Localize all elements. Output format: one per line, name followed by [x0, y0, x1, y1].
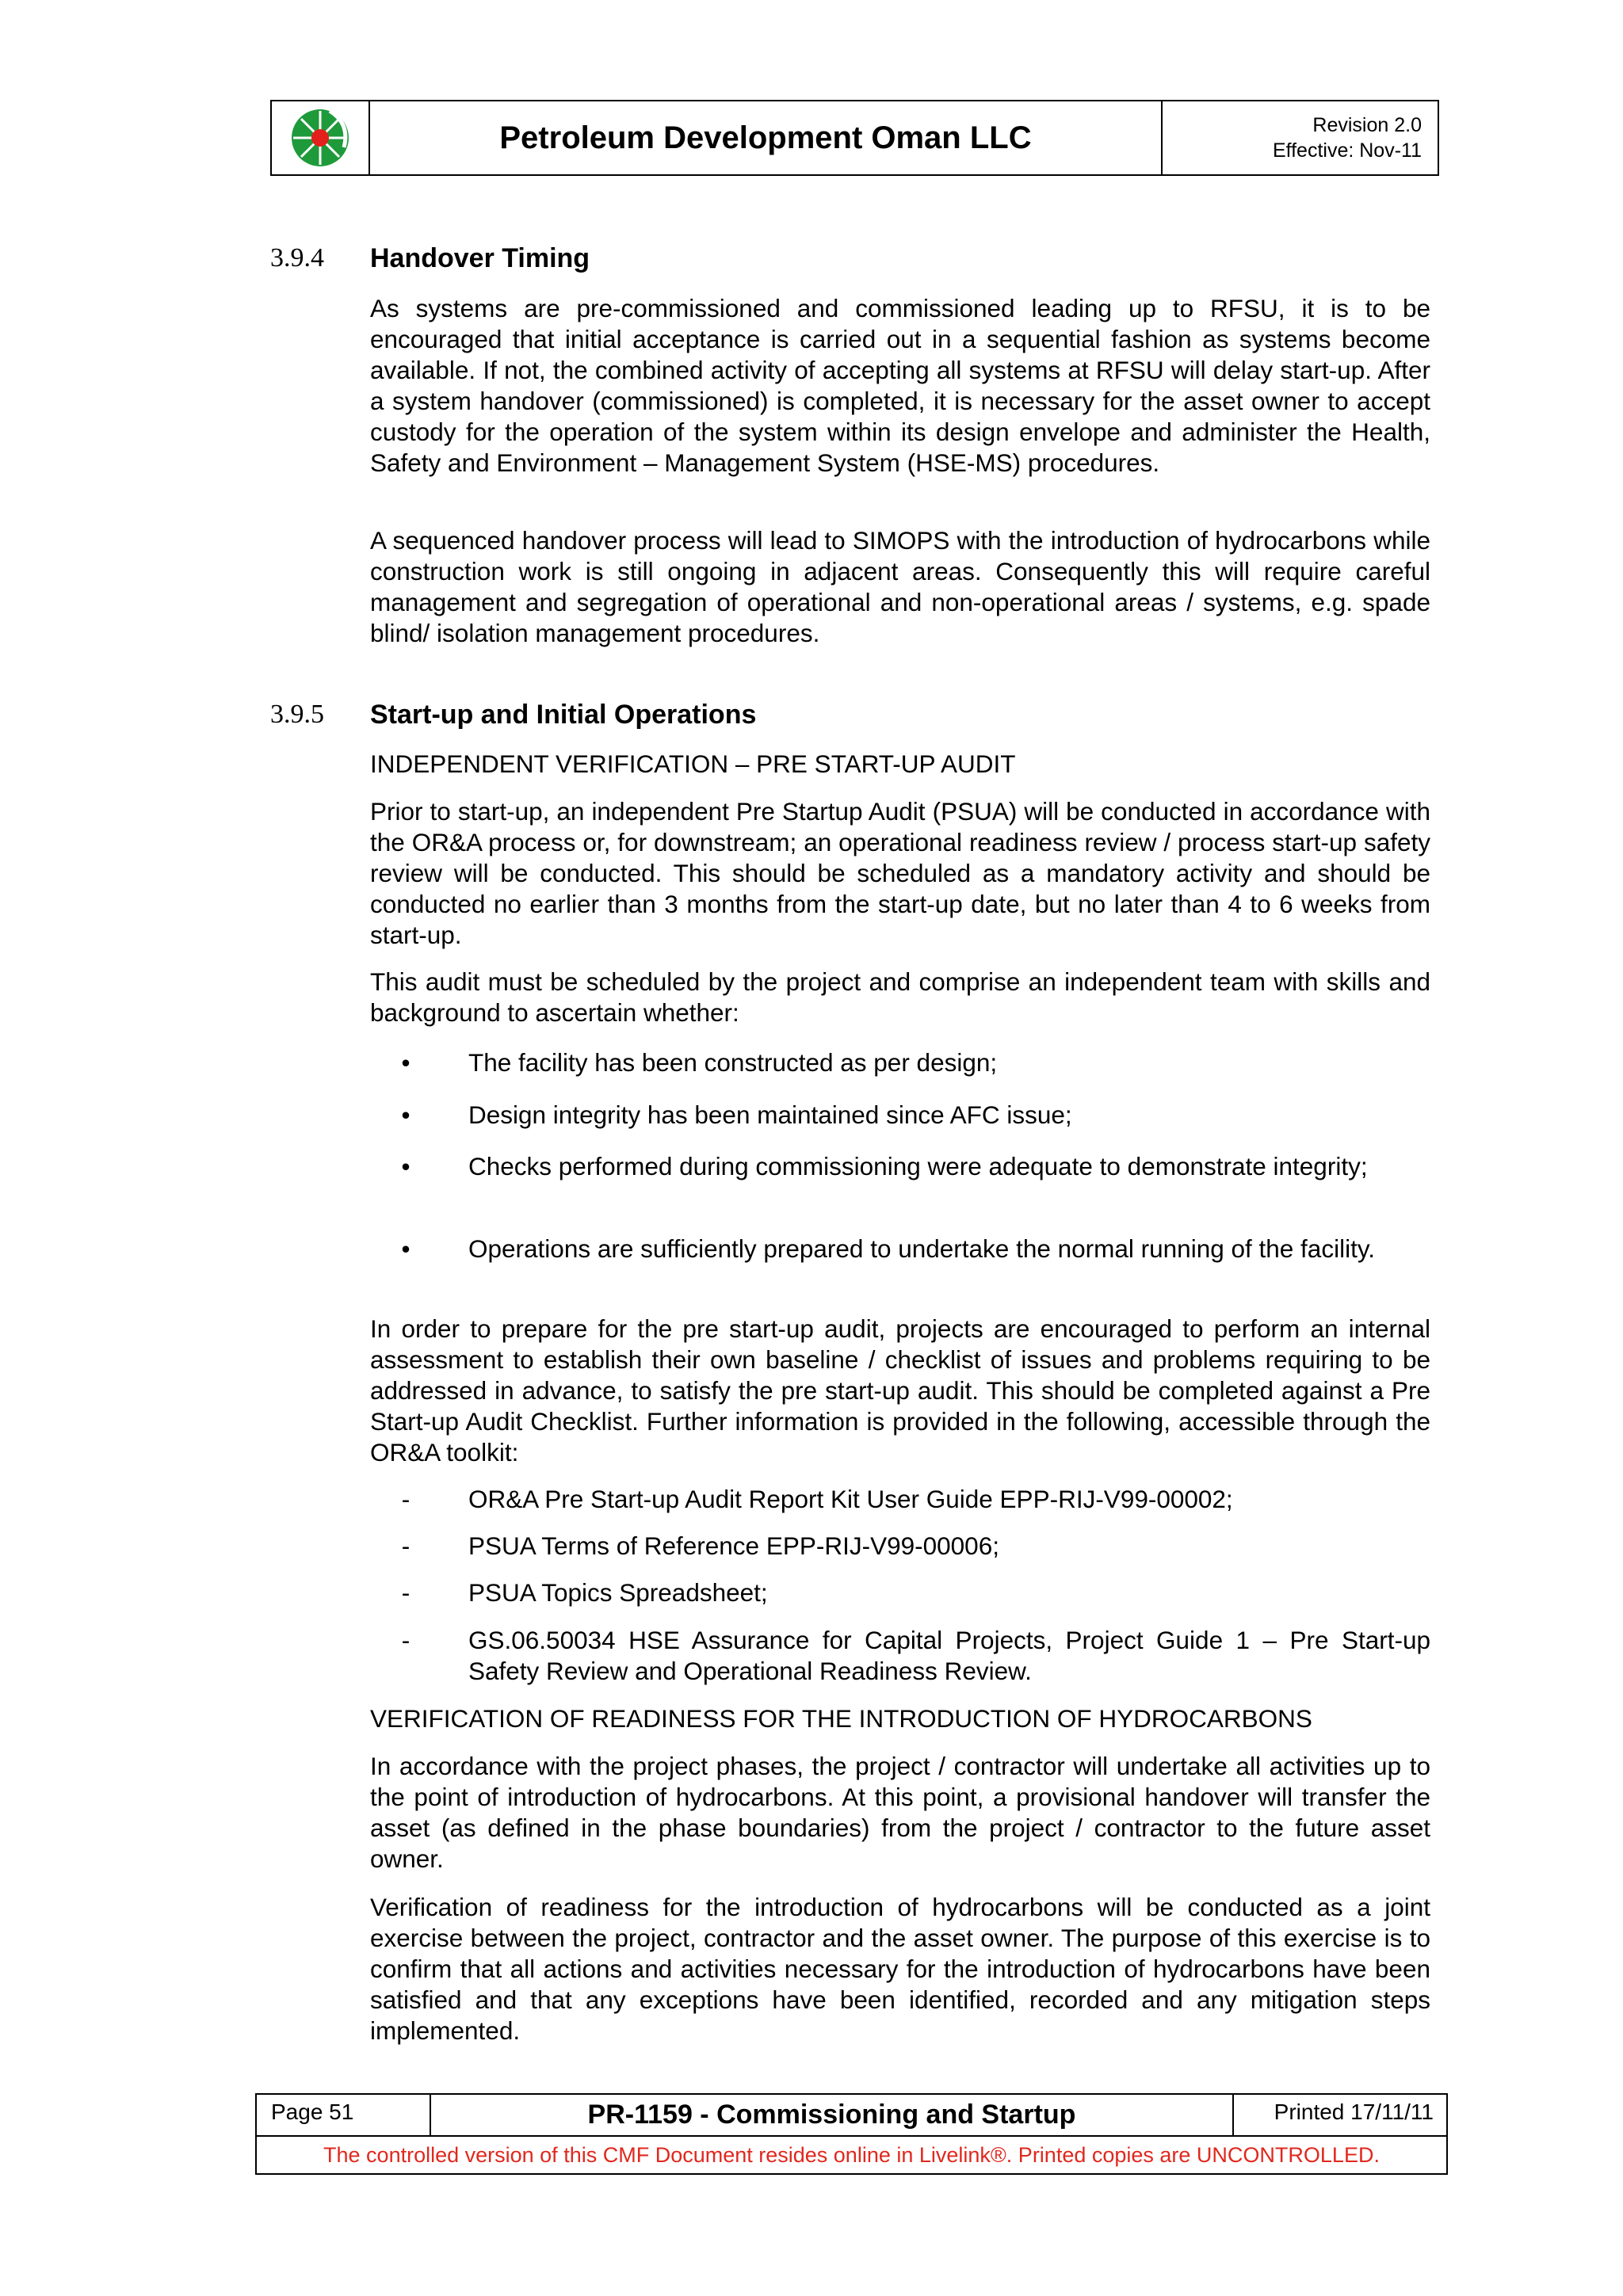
list-item-text: GS.06.50034 HSE Assurance for Capital Projects, Project Guide 1 – Pre Start-up Safety Review and Operational Readiness Review.: [468, 1626, 1430, 1685]
controlled-copy-notice: The controlled version of this CMF Document resides online in Livelink®. Printed copies are UNCONTROLLED.: [323, 2142, 1380, 2167]
section-title: Handover Timing: [370, 243, 590, 273]
list-item: [370, 1151, 1430, 1182]
paragraph: In accordance with the project phases, the project / contractor will undertake all activities up to the point of introduction of hydrocarbons. At this point, a provisional handover will transfer the asset (as defined in the phase boundaries) from the project / contractor to the future asset owner.: [370, 1752, 1430, 1873]
page-header: [270, 100, 1439, 176]
list-item-text: PSUA Topics Spreadsheet;: [468, 1578, 768, 1607]
company-name: Petroleum Development Oman LLC: [370, 101, 1163, 174]
page-footer: [255, 2093, 1448, 2175]
section-number: 3.9.5: [270, 700, 324, 729]
section-title: Start-up and Initial Operations: [370, 700, 757, 730]
list-item: [370, 1047, 1430, 1078]
list-item: [370, 1234, 1430, 1264]
dash-marker: -: [401, 1578, 411, 1607]
list-item-text: PSUA Terms of Reference EPP-RIJ-V99-00006;: [468, 1531, 999, 1560]
effective-date: Effective: Nov-11: [1272, 139, 1422, 162]
pdo-logo-icon: [288, 106, 352, 170]
revision-cell: [1163, 101, 1438, 174]
paragraph: A sequenced handover process will lead to SIMOPS with the introduction of hydrocarbons while construction work is still ongoing in adjacent areas. Consequently this will require careful management and segregation of operational and non-operational areas / systems, e.g. spade blind/ isolation management procedures.: [370, 526, 1430, 647]
section-number: 3.9.4: [270, 243, 324, 273]
dash-marker: -: [401, 1485, 411, 1513]
document-title: PR-1159 - Commissioning and Startup: [431, 2095, 1234, 2135]
list-item-text: OR&A Pre Start-up Audit Report Kit User Guide EPP-RIJ-V99-00002;: [468, 1485, 1233, 1513]
paragraph: Verification of readiness for the introduction of hydrocarbons will be conducted as a joint exercise between the project, contractor and the asset owner. The purpose of this exercise is to confirm that all actions and activities necessary for the introduction of hydrocarbons have been satisfied and that any exceptions have been identified, recorded and any mitigation steps implemented.: [370, 1893, 1430, 2045]
list-item-text: The facility has been constructed as per design;: [468, 1048, 998, 1077]
dash-marker: -: [401, 1626, 411, 1654]
list-item: [370, 1484, 1430, 1515]
bullet-marker: •: [401, 1234, 411, 1263]
paragraph: Prior to start-up, an independent Pre Startup Audit (PSUA) will be conducted in accordance with the OR&A process or, for downstream; an operational readiness review / process start-up safety review will be conducted. This should be scheduled as a mandatory activity and should be conducted no earlier than 3 months from the start-up date, but no later than 4 to 6 weeks from start-up.: [370, 797, 1430, 949]
paragraph: As systems are pre-commissioned and commissioned leading up to RFSU, it is to be encouraged that initial acceptance is carried out in a sequential fashion as systems become available. If not, the combined activity of accepting all systems at RFSU will delay start-up. After a system handover (commissioned) is completed, it is necessary for the asset owner to accept custody for the operation of the system within its design envelope and administer the Health, Safety and Environment – Management System (HSE-MS) procedures.: [370, 294, 1430, 477]
list-item: [370, 1100, 1430, 1131]
bullet-marker: •: [401, 1048, 411, 1077]
paragraph: This audit must be scheduled by the project and comprise an independent team with skills and background to ascertain whether:: [370, 967, 1430, 1027]
logo-cell: [272, 101, 370, 174]
list-item-text: Checks performed during commissioning were adequate to demonstrate integrity;: [468, 1152, 1368, 1180]
list-item-text: Operations are sufficiently prepared to undertake the normal running of the facility.: [468, 1234, 1375, 1263]
list-item-text: Design integrity has been maintained since AFC issue;: [468, 1100, 1072, 1129]
subheading: VERIFICATION OF READINESS FOR THE INTRODUCTION OF HYDROCARBONS: [370, 1704, 1312, 1733]
footer-row: [257, 2095, 1446, 2137]
paragraph: In order to prepare for the pre start-up audit, projects are encouraged to perform an internal assessment to establish their own baseline / checklist of issues and problems requiring to be addressed in advance, to satisfy the pre start-up audit. This should be completed against a Pre Start-up Audit Checklist. Further information is provided in the following, accessible through the OR&A toolkit:: [370, 1314, 1430, 1466]
list-item: [370, 1625, 1430, 1687]
bullet-marker: •: [401, 1152, 411, 1180]
subheading: INDEPENDENT VERIFICATION – PRE START-UP AUDIT: [370, 749, 1016, 778]
list-item: [370, 1577, 1430, 1608]
page-number: Page 51: [257, 2095, 431, 2135]
revision-label: Revision 2.0: [1312, 114, 1422, 136]
bullet-marker: •: [401, 1100, 411, 1129]
printed-date: Printed 17/11/11: [1274, 2100, 1434, 2124]
list-item: [370, 1531, 1430, 1562]
dash-marker: -: [401, 1531, 411, 1560]
